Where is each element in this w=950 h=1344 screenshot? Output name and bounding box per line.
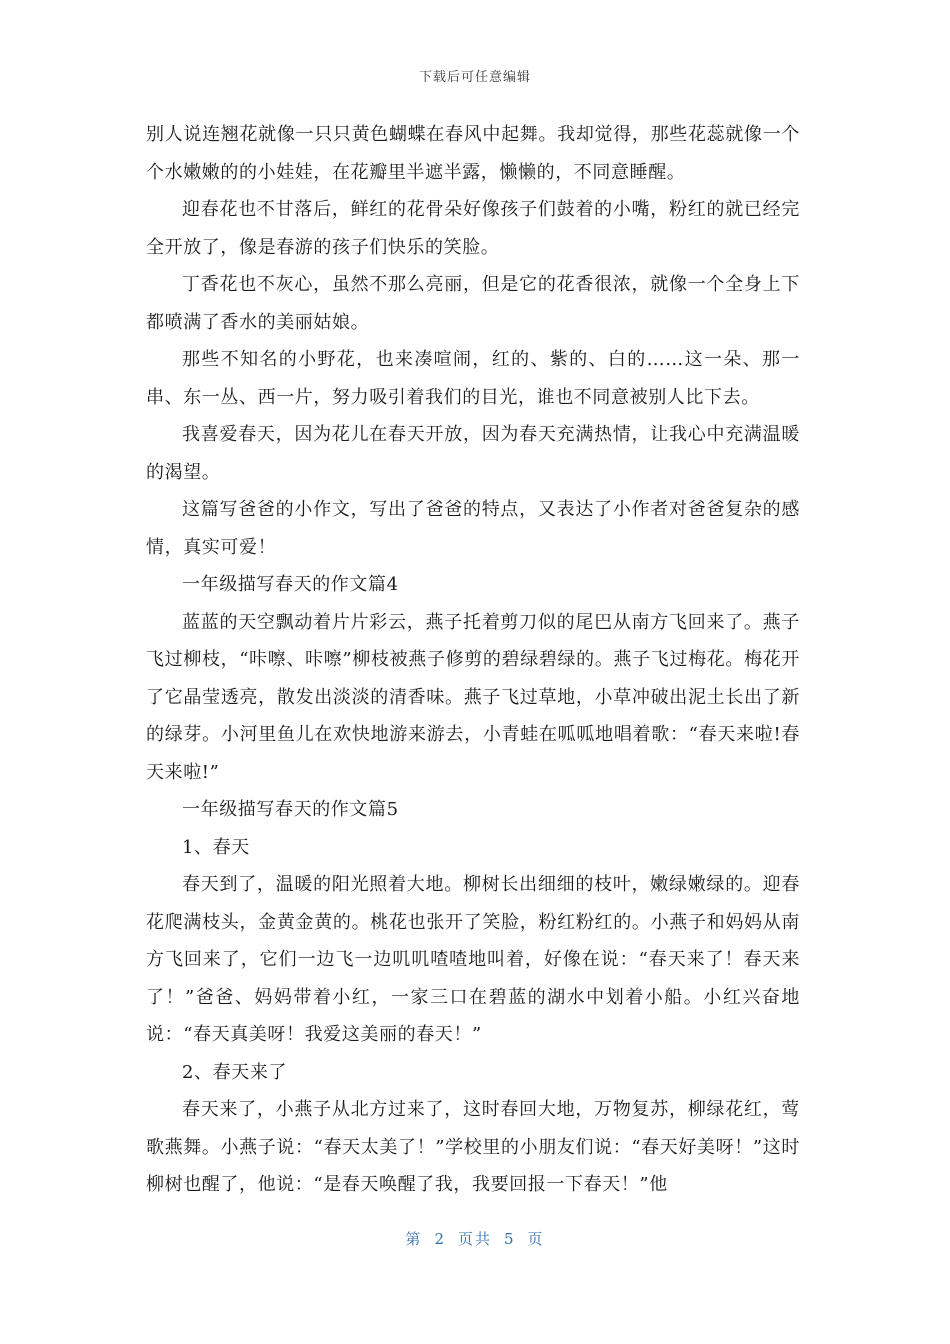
section-heading: 一年级描写春天的作文篇4 bbox=[182, 574, 399, 595]
paragraph: 春天来了，小燕子从北方过来了，这时春回大地，万物复苏，柳绿花红，莺歌燕舞。小燕子说：“春天太美了！”学校里的小朋友们说：“春天好美呀！”这时柳树也醒了，他说：“是春天唤醒了我，我要回报一下春天！”他 bbox=[146, 1099, 800, 1195]
paragraph: 我喜爱春天，因为花儿在春天开放，因为春天充满热情，让我心中充满温暖的渴望。 bbox=[146, 424, 800, 483]
current-page-number: 2 bbox=[434, 1230, 446, 1248]
paragraph: 那些不知名的小野花，也来凑喧闹，红的、紫的、白的……这一朵、那一串、东一丛、西一片，努力吸引着我们的目光，谁也不同意被别人比下去。 bbox=[146, 349, 800, 408]
total-pages-number: 5 bbox=[504, 1230, 516, 1248]
page-label-mid: 页共 bbox=[457, 1230, 492, 1248]
document-body bbox=[146, 116, 800, 1204]
paragraph: 春天到了，温暖的阳光照着大地。柳树长出细细的枝叶，嫩绿嫩绿的。迎春花爬满枝头，金黄金黄的。桃花也张开了笑脸，粉红粉红的。小燕子和妈妈从南方飞回来了，它们一边飞一边叽叽喳喳地叫着，好像在说：“春天来了！春天来了！”爸爸、妈妈带着小红，一家三口在碧蓝的湖水中划着小船。小红兴奋地说：“春天真美呀！我爱这美丽的春天！” bbox=[146, 874, 800, 1045]
section-heading: 一年级描写春天的作文篇5 bbox=[182, 799, 399, 820]
page-footer bbox=[0, 1228, 950, 1249]
paragraph: 别人说连翘花就像一只只黄色蝴蝶在春风中起舞。我却觉得，那些花蕊就像一个个水嫩嫩的的小娃娃，在花瓣里半遮半露，懒懒的，不同意睡醒。 bbox=[146, 124, 800, 183]
subsection-heading: 1、春天 bbox=[182, 836, 250, 858]
page-label-prefix: 第 bbox=[405, 1230, 423, 1248]
paragraph: 丁香花也不灰心，虽然不那么亮丽，但是它的花香很浓，就像一个全身上下都喷满了香水的美丽姑娘。 bbox=[146, 274, 800, 333]
paragraph: 迎春花也不甘落后，鲜红的花骨朵好像孩子们鼓着的小嘴，粉红的就已经完全开放了，像是春游的孩子们快乐的笑脸。 bbox=[146, 199, 800, 258]
page-label-suffix: 页 bbox=[527, 1230, 545, 1248]
subsection-heading: 2、春天来了 bbox=[182, 1061, 288, 1083]
page-header: 下载后可任意编辑 bbox=[418, 70, 531, 85]
paragraph: 这篇写爸爸的小作文，写出了爸爸的特点，又表达了小作者对爸爸复杂的感情，真实可爱！ bbox=[146, 499, 800, 558]
paragraph: 蓝蓝的天空飘动着片片彩云，燕子托着剪刀似的尾巴从南方飞回来了。燕子飞过柳枝，“咔嚓、咔嚓”柳枝被燕子修剪的碧绿碧绿的。燕子飞过梅花。梅花开了它晶莹透亮，散发出淡淡的清香味。燕子飞过草地，小草冲破出泥土长出了新的绿芽。小河里鱼儿在欢快地游来游去，小青蛙在呱呱地唱着歌：“春天来啦!春天来啦!” bbox=[146, 611, 800, 783]
